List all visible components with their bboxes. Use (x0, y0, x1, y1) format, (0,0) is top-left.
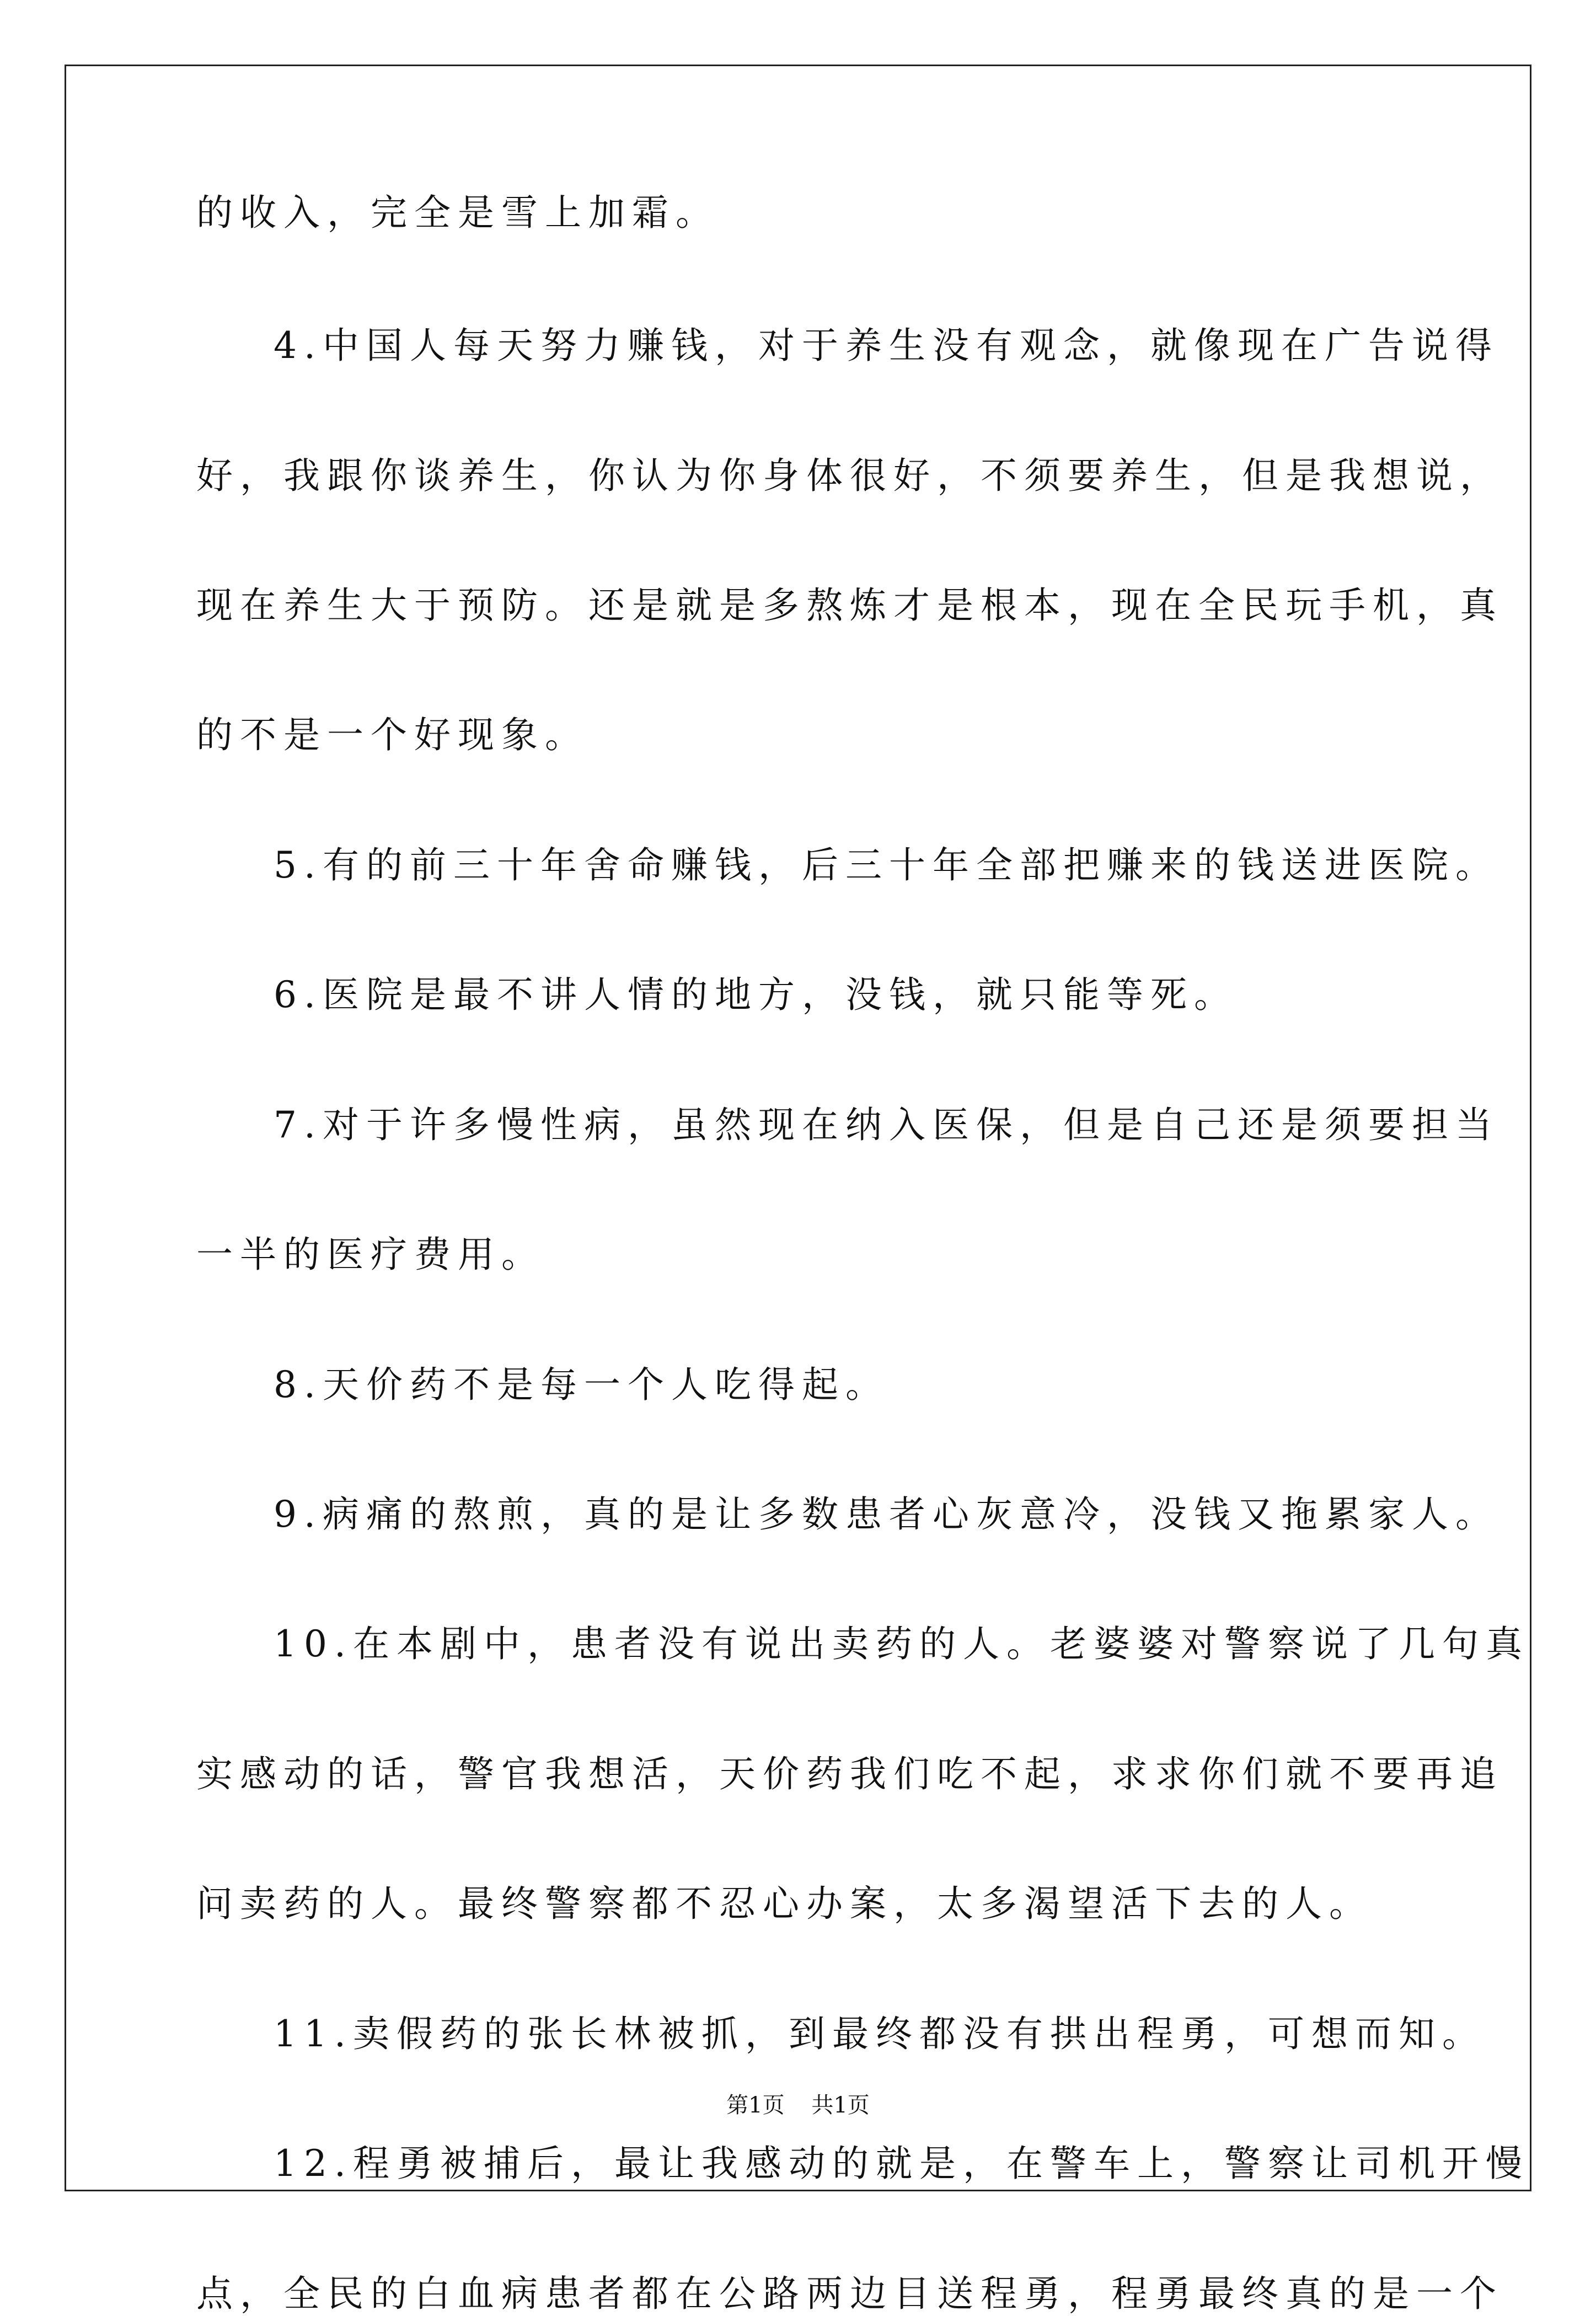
text-line: 好，我跟你谈养生，你认为你身体很好，不须要养生，但是我想说， (196, 454, 1503, 497)
text-line: 的收入，完全是雪上加霜。 (196, 191, 719, 234)
text-line: 问卖药的人。最终警察都不忍心办案，太多渴望活下去的人。 (196, 1882, 1373, 1925)
text-line: 实感动的话，警官我想活，天价药我们吃不起，求求你们就不要再追 (196, 1753, 1503, 1795)
text-line: 点，全民的白血病患者都在公路两边目送程勇，程勇最终真的是一个 (196, 2272, 1503, 2315)
text-line: 12.程勇被捕后，最让我感动的就是，在警车上，警察让司机开慢 (274, 2142, 1529, 2185)
page-footer (0, 2088, 1596, 2119)
text-line: 4.中国人每天努力赚钱，对于养生没有观念，就像现在广告说得 (274, 324, 1499, 367)
text-line: 一半的医疗费用。 (196, 1233, 545, 1276)
text-line: 9.病痛的熬煎，真的是让多数患者心灰意冷，没钱又拖累家人。 (274, 1493, 1499, 1536)
text-line: 11.卖假药的张长林被抓，到最终都没有拱出程勇，可想而知。 (274, 2013, 1486, 2055)
text-line: 7.对于许多慢性病，虽然现在纳入医保，但是自己还是须要担当 (274, 1104, 1499, 1146)
text-line: 8.天价药不是每一个人吃得起。 (274, 1363, 889, 1406)
text-line: 10.在本剧中，患者没有说出卖药的人。老婆婆对警察说了几句真 (274, 1623, 1529, 1665)
text-line: 的不是一个好现象。 (196, 714, 588, 756)
text-line: 5.有的前三十年舍命赚钱，后三十年全部把赚来的钱送进医院。 (274, 844, 1499, 886)
text-line: 6.医院是最不讲人情的地方，没钱，就只能等死。 (274, 974, 1238, 1016)
page-number: 第1页 (726, 2093, 785, 2118)
text-line: 现在养生大于预防。还是就是多熬炼才是根本，现在全民玩手机，真 (196, 584, 1503, 627)
page-total: 共1页 (811, 2093, 870, 2118)
